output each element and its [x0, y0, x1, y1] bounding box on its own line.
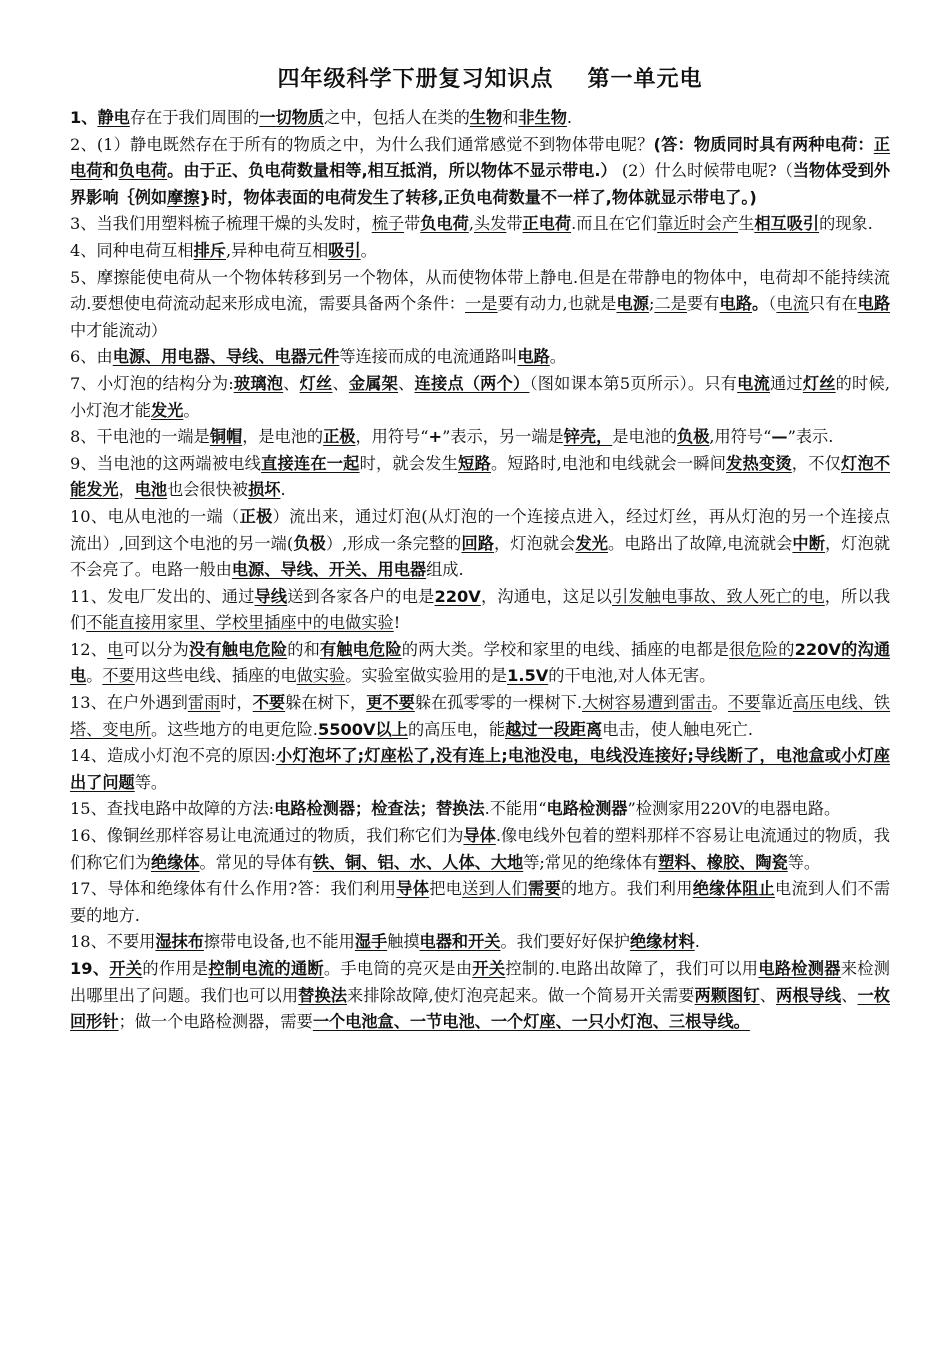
text-segment: 等连接而成的电流通路叫: [339, 347, 518, 367]
key-term: 导体: [463, 826, 496, 846]
text-segment: .: [694, 932, 700, 952]
key-term: 玻璃泡: [233, 373, 284, 393]
knowledge-point-6: [70, 344, 890, 371]
text-segment: 通过: [769, 373, 803, 393]
text-segment: 2、(1）静电既然存在于所有的物质之中，为什么我们通常感觉不到物体带电呢？: [70, 134, 654, 154]
text-segment: 控制的.电路出故障了，我们可以用: [505, 959, 759, 978]
text-segment: 5、摩擦能使电荷从一个物体转移到另一个物体，从而使物体带上静电.但是在带静电的物体中，电荷却不能持续流动.要想使电荷流动起来形成电流，需要具备两个条件：: [70, 267, 890, 314]
text-segment: .像电线外包着的塑料那样不容易让电流通过的物质，我们称它们为: [70, 826, 890, 872]
text-segment: 中才能流动）: [70, 320, 168, 340]
knowledge-point-14: [70, 743, 890, 796]
text-segment: 送到各家各户的电是: [287, 586, 435, 606]
text-segment: .不能用“: [484, 799, 547, 819]
underlined-segment: 电: [107, 639, 124, 659]
text-segment: 等。: [134, 772, 168, 792]
key-term: 非生物: [518, 108, 567, 127]
key-term: 电源、用电器、导线、电器元件: [112, 347, 340, 367]
text-segment: 、: [332, 373, 349, 393]
text-segment: 、: [398, 373, 415, 393]
text-segment: ”表示，另一端是: [442, 427, 564, 447]
bold-segment: 负极: [293, 533, 326, 553]
text-segment: ,异种电荷互相: [226, 240, 329, 260]
text-segment: 。我们要好好保护: [500, 932, 630, 952]
underlined-segment: 引发触电事故、致人死亡的电: [611, 586, 825, 606]
key-term: 5500V以上: [317, 719, 408, 739]
text-segment: 躲在树下，: [285, 693, 367, 713]
bold-segment: (答：物质同时具有两种电荷：: [653, 134, 874, 154]
underlined-segment: 头发: [473, 214, 507, 234]
key-term: 铜帽: [209, 427, 243, 447]
key-term: 金属架: [348, 373, 399, 393]
text-segment: 电流到人们不需要的地方.: [70, 879, 891, 925]
text-segment: ，灯泡就不会亮了。电路一般由: [70, 533, 891, 580]
text-segment: 6、由: [70, 347, 113, 367]
text-segment: 把电: [429, 879, 463, 899]
bold-segment: }时，物体表面的电荷发生了转移,正负电荷数量不一样了,物体就显示带电了。): [199, 187, 757, 207]
text-segment: ）,形成一条完整的: [325, 533, 462, 553]
key-term: 负电荷: [118, 161, 168, 181]
key-term: 开关: [472, 959, 506, 978]
key-term: 中断: [792, 533, 825, 553]
text-segment: 的干电池,对人体无害。: [548, 666, 716, 686]
knowledge-point-18: [70, 929, 890, 956]
key-term: 灯丝: [802, 373, 836, 393]
text-segment: 16、像铜丝那样容易让电流通过的物质，我们称它们为: [70, 826, 464, 846]
key-term: 220V的沟通电: [70, 639, 891, 686]
key-term: 回路: [461, 533, 495, 553]
text-segment: ;: [648, 294, 655, 314]
text-segment: 组成.: [426, 560, 464, 580]
text-segment: 来检测出哪里出了问题。我们也可以用: [70, 959, 890, 1005]
key-term: 相互吸引: [754, 214, 820, 234]
underlined-segment: 靠近时会产: [657, 214, 739, 234]
text-segment: ，是电池的: [242, 427, 324, 447]
text-segment: ）流出来，通过灯泡(从灯泡的一个连接点进入，经过灯丝，再从灯泡的另一个连接点流出）,回到这个电池的另一端(: [70, 506, 890, 553]
text-segment: 可以分为: [123, 639, 189, 659]
text-segment: 3、当我们用塑料梳子梳理干燥的头发时，: [70, 214, 372, 234]
key-term: 绝缘体: [150, 852, 200, 872]
key-term: 电路: [517, 347, 550, 367]
text-segment: ，所以我们: [70, 586, 891, 633]
text-segment: 用这些电线、插座的电: [134, 666, 297, 686]
key-term: 绝缘体阻止: [692, 879, 776, 899]
text-segment: 。短路时,电池和电线就会一瞬间: [490, 453, 727, 473]
key-term: 两颗图钉: [694, 985, 760, 1005]
knowledge-point-5: [70, 265, 890, 345]
text-segment: 的高压电，能: [407, 719, 506, 739]
text-segment: ，不仅: [791, 453, 842, 473]
text-segment: .而且在它们: [571, 214, 658, 234]
text-segment: ，用符号“: [355, 427, 429, 447]
text-segment: 和: [502, 108, 519, 127]
text-segment: 电击，使人触电死亡.: [602, 719, 754, 739]
text-segment: 、: [841, 985, 858, 1005]
text-segment: ”检测家用220V的电器电路。: [627, 799, 841, 819]
knowledge-point-4: [70, 238, 890, 265]
key-term: 铁、铜、铝、水、人体、大地: [312, 852, 524, 872]
text-segment: 的现象.: [819, 214, 873, 234]
key-term: 排斥: [193, 240, 226, 260]
key-term: 负电荷: [420, 214, 469, 234]
key-term: 正电荷: [522, 214, 572, 234]
text-segment: 15、查找电路中故障的方法:: [70, 799, 275, 819]
key-term: 电路: [857, 294, 891, 314]
text-segment: 。常见的导体有: [199, 852, 313, 872]
key-term: 绝缘材料: [629, 932, 695, 952]
underlined-segment: 一是: [465, 294, 498, 314]
key-term: 没有触电危险: [189, 639, 288, 659]
text-segment: ,: [468, 214, 474, 234]
text-segment: 。实验室做实验用的是: [345, 666, 508, 686]
key-term: 发热变烫: [726, 453, 792, 473]
knowledge-point-19: [70, 956, 890, 1036]
key-term: 损坏: [248, 480, 281, 500]
text-segment: 。: [360, 240, 377, 260]
key-term: 塑料、橡胶、陶瓷: [658, 852, 788, 872]
text-segment: 8、干电池的一端是: [70, 427, 210, 447]
key-term: 发光: [575, 533, 609, 553]
title-unit: 第一单元电: [587, 67, 703, 92]
key-term: 负极: [677, 427, 710, 447]
text-segment: 10、电从电池的一端（: [70, 506, 240, 526]
text-segment: 。手电筒的亮灭是由: [323, 959, 473, 978]
knowledge-point-2: [70, 132, 890, 212]
underlined-segment: 雷雨: [187, 693, 221, 713]
knowledge-point-11: [70, 584, 890, 637]
text-segment: 生: [738, 214, 755, 234]
key-term: 生物: [469, 108, 503, 127]
underlined-segment: 大树容易遭到雷击: [582, 693, 712, 713]
text-segment: 时，就会发生: [359, 453, 459, 473]
text-segment: 擦带电设备,也不能用: [203, 932, 355, 952]
text-segment: ，沟通电，这足以: [480, 586, 612, 606]
underlined-segment: 做实验: [296, 666, 346, 686]
key-term: 不要: [252, 693, 286, 713]
text-segment: 的和: [287, 639, 320, 659]
text-segment: 、: [759, 985, 777, 1005]
key-term: 控制电流的通断: [208, 959, 324, 978]
key-term: 导体: [396, 879, 430, 899]
key-term: 电源: [616, 294, 649, 314]
knowledge-point-10: [70, 504, 890, 584]
text-segment: 17、导体和绝缘体有什么作用?答：我们利用: [70, 879, 397, 899]
text-segment: ”表示.: [787, 427, 834, 447]
underlined-segment: 梳子: [371, 214, 405, 234]
underlined-segment: 不要: [727, 693, 761, 713]
text-segment: 要有: [687, 294, 720, 314]
text-segment: .: [280, 480, 286, 500]
key-term: 电器和开关: [419, 932, 501, 952]
text-segment: 18、不要用: [70, 932, 156, 952]
key-term: 短路: [458, 453, 491, 473]
bold-segment: 正极: [239, 506, 273, 526]
text-segment: 11、发电厂发出的、通过: [70, 586, 255, 606]
underlined-segment: 送到人们: [462, 879, 528, 899]
text-segment: !: [393, 613, 401, 633]
text-segment: 的地方。我们利用: [560, 879, 693, 899]
text-segment: 触摸: [387, 932, 420, 952]
underlined-segment: 不要: [102, 666, 135, 686]
bold-segment: 1、: [70, 108, 98, 127]
key-term: 灯泡不能发光: [70, 453, 891, 500]
text-segment: 是电池的: [612, 427, 678, 447]
text-segment: 14、造成小灯泡不亮的原因:: [70, 746, 276, 766]
text-segment: 12、: [70, 639, 108, 659]
key-term: 1.5V: [507, 666, 549, 686]
key-term: 锌壳，: [563, 427, 613, 447]
key-term: 两根导线: [776, 985, 842, 1005]
key-term: 电源、导线、开关、用电器: [231, 560, 427, 580]
bold-segment: 电路检测器；检查法；替换法: [274, 799, 485, 819]
text-segment: 靠近: [760, 693, 793, 713]
knowledge-point-9: [70, 451, 890, 504]
underlined-segment: 电流: [776, 294, 809, 314]
text-segment: 。: [549, 347, 566, 367]
text-segment: (2）什么时候带电呢?（: [616, 161, 793, 181]
text-segment: 。这些地方的电更危险.: [150, 719, 318, 739]
knowledge-point-8: [70, 424, 890, 451]
key-term: 电路: [719, 294, 752, 314]
text-segment: 要有动力,也就是: [497, 294, 617, 314]
knowledge-point-13: [70, 690, 890, 743]
knowledge-point-3: [70, 211, 890, 238]
bold-segment: 和: [102, 161, 119, 181]
text-segment: 9、当电池的这两端被电线: [70, 453, 262, 473]
key-term: 越过一段距离: [505, 719, 603, 739]
bold-segment: —: [771, 427, 788, 447]
text-segment: 存在于我们周围的: [129, 108, 260, 127]
knowledge-point-17: [70, 876, 890, 929]
text-segment: ，: [118, 480, 135, 500]
key-term: 连接点（两个）: [414, 373, 530, 393]
knowledge-point-7: [70, 371, 890, 424]
key-term: 电路检测器: [758, 959, 841, 978]
text-segment: 只有在: [808, 294, 858, 314]
knowledge-point-15: [70, 796, 890, 823]
key-term: 静电: [97, 108, 130, 127]
key-term: 替换法: [298, 985, 348, 1005]
key-term: 有触电危险: [319, 639, 402, 659]
text-segment: 。: [183, 400, 200, 420]
text-segment: 带: [404, 214, 421, 234]
key-term: 电池: [134, 480, 168, 500]
key-term: 湿抹布: [155, 932, 204, 952]
text-segment: 的作用是: [142, 959, 209, 978]
bold-segment: 电路检测器: [546, 799, 628, 819]
text-segment: 、: [283, 373, 300, 393]
text-segment: ,用符号“: [709, 427, 772, 447]
text-segment: 之中，包括人在类的: [324, 108, 470, 127]
underlined-segment: 二是: [654, 294, 687, 314]
text-segment: 躲在孤零零的一棵树下.: [414, 693, 583, 713]
bold-segment: +: [428, 427, 443, 447]
key-term: 一个电池盒、一节电池、一个灯座、一只小灯泡、三根导线。: [312, 1012, 750, 1032]
text-segment: 4、同种电荷互相: [70, 240, 194, 260]
key-term: 湿手: [354, 932, 388, 952]
text-segment: 7、小灯泡的结构分为:: [70, 373, 234, 393]
text-segment: 。: [711, 693, 728, 713]
knowledge-point-16: [70, 823, 890, 876]
text-segment: （图如课本第5页所示）。只有: [529, 373, 738, 393]
text-segment: 。电路出了故障,电流就会: [608, 533, 793, 553]
key-term: 电流: [737, 373, 770, 393]
text-segment: ，灯泡就会: [494, 533, 576, 553]
text-segment: .: [566, 108, 573, 127]
key-term: 更不要: [366, 693, 415, 713]
text-segment: 。: [86, 666, 103, 686]
bold-segment: 当物体受到外界影响｛例如: [70, 161, 891, 207]
knowledge-point-list: [70, 105, 890, 1036]
key-term: 灯丝: [299, 373, 333, 393]
bold-segment: 。由于正、负电荷数量相等,相互抵消，所以物体不显示带电.）: [167, 161, 617, 181]
underlined-segment: 高压电线、铁塔、变电所: [70, 693, 891, 739]
title-main: 四年级科学下册复习知识点: [277, 67, 554, 92]
key-term: 一切物质: [259, 108, 325, 127]
underlined-segment: 不能直接用家里、学校里插座中的电做实验: [86, 613, 394, 633]
key-term: 需要: [528, 879, 561, 899]
key-term: 摩擦: [167, 187, 200, 207]
text-segment: 带: [506, 214, 523, 234]
key-term: 小灯泡坏了;灯座松了,没有连上;电池没电，电线没连接好;导线断了，电池盒或小灯座出了问题: [70, 746, 890, 792]
key-term: 直接连在一起: [261, 453, 360, 473]
knowledge-point-12: [70, 637, 890, 690]
knowledge-point-1: [70, 105, 890, 132]
text-segment: 来排除故障,使灯泡亮起来。做一个简易开关需要: [347, 985, 695, 1005]
text-segment: 也会很快被: [167, 480, 249, 500]
key-term: 开关: [109, 959, 143, 978]
bold-segment: 19、: [70, 959, 110, 978]
key-term: 导线: [254, 586, 288, 606]
bold-segment: 。: [752, 294, 769, 314]
text-segment: （: [768, 294, 777, 314]
key-term: 220V: [434, 586, 481, 606]
key-term: 一枚回形针: [70, 985, 890, 1032]
text-segment: 的时候,小灯泡才能: [70, 373, 891, 420]
key-term: 正电荷: [70, 134, 890, 181]
key-term: 吸引: [328, 240, 361, 260]
text-segment: 等。: [787, 852, 821, 872]
page-title: [70, 62, 890, 93]
key-term: 发光: [150, 400, 184, 420]
key-term: 正极: [323, 427, 356, 447]
underlined-segment: 很危险的: [729, 639, 795, 659]
text-segment: 的两大类。学校和家里的电线、插座的电都是: [401, 639, 730, 659]
text-segment: 等;常见的绝缘体有: [523, 852, 659, 872]
text-segment: 13、在户外遇到: [70, 693, 188, 713]
text-segment: ；做一个电路检测器，需要: [118, 1012, 313, 1032]
text-segment: 时，: [220, 693, 253, 713]
